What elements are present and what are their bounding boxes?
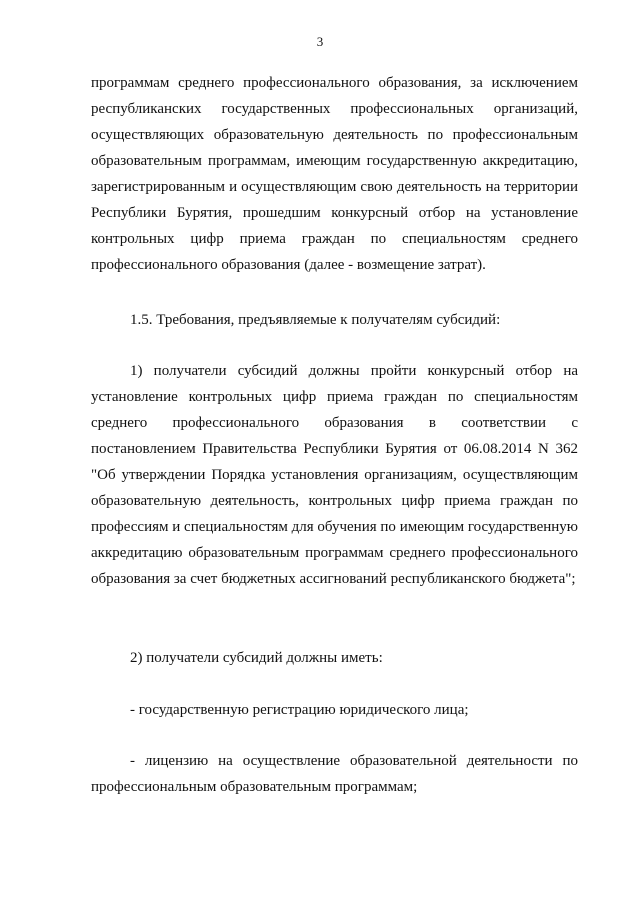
- paragraph-license: - лицензию на осуществление образовательной деятельности по профессиональным образовательным программам;: [91, 753, 578, 795]
- paragraph-section-1-5-heading: 1.5. Требования, предъявляемые к получателям субсидий:: [130, 312, 501, 328]
- paragraph-item-2: 2) получатели субсидий должны иметь:: [130, 650, 383, 666]
- paragraph-continuation: программам среднего профессионального образования, за исключением республиканских государственных профессиональных организаций, осуществляющих образовательную деятельность по профессиональным образовательным программам, имеющим государственную аккредитацию, зарегистрированным и осуществляющим свою деятельность на территории Республики Бурятия, прошедшим конкурсный отбор на установление контрольных цифр приема граждан по специальностям среднего профессионального образования (далее - возмещение затрат).: [91, 75, 578, 273]
- paragraph-state-registration: - государственную регистрацию юридического лица;: [130, 702, 469, 718]
- page-number: 3: [316, 34, 324, 49]
- paragraph-item-1: 1) получатели субсидий должны пройти конкурсный отбор на установление контрольных цифр приема граждан по специальностям среднего профессионального образования в соответствии с постановлением Правительства Республики Бурятия от 06.08.2014 N 362 "Об утверждении Порядка установления организациям, осуществляющим образовательную деятельность, контрольных цифр приема граждан по профессиям и специальностям для обучения по имеющим государственную аккредитацию образовательным программам среднего профессионального образования за счет бюджетных ассигнований республиканского бюджета";: [91, 363, 578, 587]
